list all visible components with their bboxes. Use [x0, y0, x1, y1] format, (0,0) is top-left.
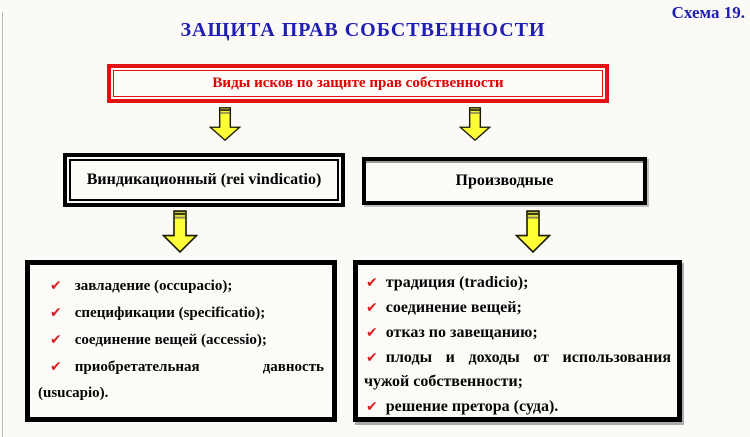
list-item	[364, 395, 671, 419]
list-item	[364, 346, 671, 394]
list-item-text: традиция (tradicio);	[385, 274, 529, 291]
check-icon: ✔	[50, 278, 62, 294]
list-item	[364, 296, 671, 320]
branch-box-derivative	[362, 157, 647, 205]
list-item	[38, 327, 324, 353]
details-panel-vindicatio	[25, 260, 337, 422]
down-arrow-icon	[459, 107, 491, 141]
details-panel-derivative	[353, 260, 682, 422]
list-item-text: приобретательная давность (usucapio).	[38, 359, 324, 401]
check-icon: ✔	[366, 300, 378, 316]
list-item-text: соединение вещей (accessio);	[74, 332, 267, 348]
list-item-text: спецификации (specificatio);	[74, 305, 266, 321]
check-icon: ✔	[50, 332, 62, 348]
check-icon: ✔	[366, 275, 378, 291]
down-arrow-icon	[162, 210, 198, 253]
page-title: ЗАЩИТА ПРАВ СОБСТВЕННОСТИ	[180, 19, 546, 41]
list-item-text: решение претора (суда).	[385, 398, 559, 415]
list-item-text: завладение (occupacio);	[74, 278, 233, 294]
list-item	[364, 271, 671, 295]
page-edge-line	[2, 12, 3, 437]
list-item-text: плоды и доходы от использования чужой собственности;	[364, 349, 671, 390]
branch-label: Виндикационный (rei vindicatio)	[86, 171, 322, 188]
list-item-text: соединение вещей;	[385, 299, 522, 316]
list-item	[364, 321, 671, 345]
branch-box-vindicatio	[63, 153, 345, 207]
down-arrow-icon	[209, 107, 241, 141]
branch-label: Производные	[455, 172, 554, 189]
down-arrow-icon	[515, 210, 551, 253]
root-box	[107, 64, 609, 103]
check-icon: ✔	[50, 305, 62, 321]
check-icon: ✔	[50, 359, 62, 375]
list-item	[38, 300, 324, 326]
check-icon: ✔	[366, 399, 378, 415]
list-item	[38, 354, 324, 406]
check-icon: ✔	[366, 350, 378, 366]
list-item-text: отказ по завещанию;	[385, 324, 538, 341]
root-box-label: Виды исков по защите прав собственности	[212, 75, 504, 91]
list-item	[38, 273, 324, 299]
schema-number-label: Схема 19.	[671, 3, 745, 22]
check-icon: ✔	[366, 325, 378, 341]
